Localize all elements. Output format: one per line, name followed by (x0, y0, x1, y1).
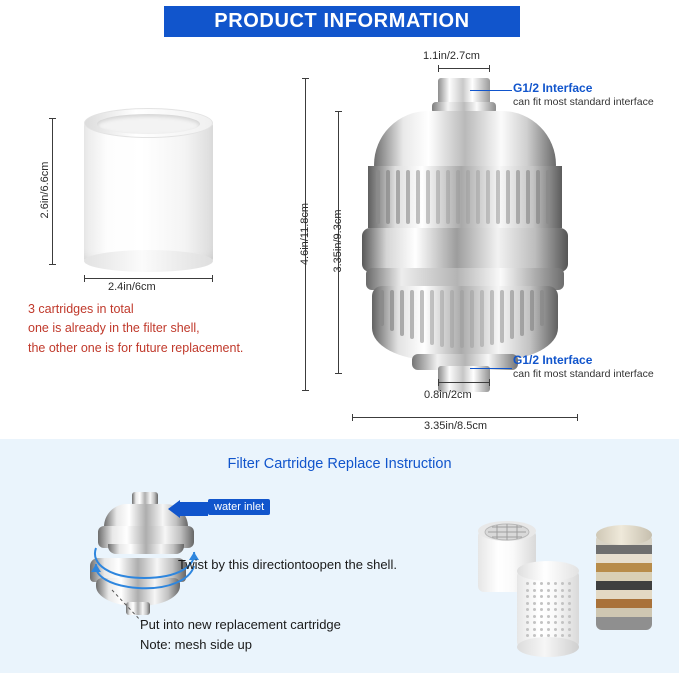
housing-flute (380, 290, 384, 326)
perforation-dot (533, 608, 536, 611)
body-width-cap-right (577, 414, 578, 421)
perforation-dot (561, 628, 564, 631)
housing-flute (446, 170, 450, 224)
housing-flute (420, 290, 424, 343)
water-inlet-label: water inlet (208, 499, 270, 515)
cartridge-bottom (84, 250, 213, 272)
bottom-interface-callout (513, 353, 654, 381)
top-callout-leader (470, 90, 512, 91)
perforation-dot (533, 582, 536, 585)
housing-flute (436, 170, 440, 224)
perforation-dot (554, 582, 557, 585)
media-layer-5 (596, 572, 652, 581)
note-line-3: the other one is for future replacement. (28, 340, 244, 355)
perforation-dot (526, 634, 529, 637)
bottom-thread-cap-right (489, 379, 490, 386)
housing-flute (476, 170, 480, 224)
top-thread-dim-label: 1.1in/2.7cm (423, 50, 480, 62)
media-layer-10 (596, 617, 652, 630)
media-layer-4 (596, 563, 652, 572)
bottom-thread-dim-label: 0.8in/2cm (424, 389, 472, 401)
perforation-dot (526, 615, 529, 618)
housing-flute (456, 170, 460, 224)
perforation-dot (526, 589, 529, 592)
note-line-2: one is already in the filter shell, (28, 321, 200, 336)
perforation-dot (533, 621, 536, 624)
housing-flute (430, 290, 434, 345)
housing-flute (546, 170, 550, 224)
perforation-dot (533, 628, 536, 631)
housing-flute (410, 290, 414, 339)
housing-flute (526, 170, 530, 224)
housing-flute (540, 290, 544, 326)
total-height-cap-top (302, 78, 309, 79)
perforation-dot (547, 634, 550, 637)
body-width-line (352, 417, 578, 418)
bottom-callout-leader (470, 368, 512, 369)
perforation-dot (561, 621, 564, 624)
body-width-label: 3.35in/8.5cm (424, 420, 487, 432)
cartridge-width-line (84, 278, 213, 279)
housing-flute (440, 290, 444, 347)
perforation-dot (568, 608, 571, 611)
perforation-dot (547, 595, 550, 598)
perforation-dot (547, 628, 550, 631)
perforation-dot (554, 628, 557, 631)
perforation-dot (547, 608, 550, 611)
insert-instruction-line-2: Note: mesh side up (140, 637, 253, 652)
perforation-dot (540, 621, 543, 624)
perforation-dot (568, 595, 571, 598)
perforation-dot (561, 595, 564, 598)
perforation-dot (533, 589, 536, 592)
cartridge-perforated-illustration (517, 570, 579, 648)
perforation-dot (561, 608, 564, 611)
cartridge-height-line (52, 118, 53, 264)
perforation-dot (547, 615, 550, 618)
perforation-dot (526, 608, 529, 611)
total-height-cap-bottom (302, 390, 309, 391)
media-layer-6 (596, 581, 652, 590)
perforation-dot (554, 595, 557, 598)
top-thread-cap-left (438, 65, 439, 72)
insert-instruction-line-1: Put into new replacement cartridge (140, 617, 341, 632)
body-width-cap-left (352, 414, 353, 421)
replace-instruction-title: Filter Cartridge Replace Instruction (227, 456, 452, 472)
perforation-dot (554, 615, 557, 618)
page-title: PRODUCT INFORMATION (214, 10, 470, 32)
perforation-dot (540, 595, 543, 598)
housing-flute (390, 290, 394, 331)
twist-instruction-text: Twist by this directiontoopen the shell. (178, 557, 397, 572)
housing-flute (376, 170, 380, 224)
note-line-1: 3 cartridges in total (28, 302, 134, 316)
perforation-dot (526, 621, 529, 624)
total-height-label: 4.6in/11.8cm (299, 202, 311, 266)
housing-flute (516, 170, 520, 224)
perforation-dot (561, 582, 564, 585)
housing-flute (530, 290, 534, 331)
body-height-cap-top (335, 111, 342, 112)
perforation-dot (568, 602, 571, 605)
top-thread-dim-line (438, 68, 490, 69)
perforation-dot (547, 582, 550, 585)
perforation-dot (568, 628, 571, 631)
perforation-dot (540, 582, 543, 585)
perforation-dot (568, 615, 571, 618)
perforation-dot (533, 595, 536, 598)
perforation-dot (561, 615, 564, 618)
housing-flute (426, 170, 430, 224)
page-title-banner (162, 4, 522, 39)
housing-flute (510, 290, 514, 339)
perforation-dot (568, 582, 571, 585)
cartridge-count-note (28, 300, 328, 358)
perforation-dot (540, 589, 543, 592)
perforation-dot (526, 595, 529, 598)
cartridge-media-layers-illustration (596, 534, 652, 630)
top-thread-cap-right (489, 65, 490, 72)
perforation-dot (561, 634, 564, 637)
perforation-dot (526, 582, 529, 585)
body-height-cap-bottom (335, 373, 342, 374)
perforation-dot (547, 589, 550, 592)
cartridge-layers-body (596, 534, 652, 630)
media-layer-8 (596, 599, 652, 608)
perforation-dot (561, 589, 564, 592)
perforation-dot (554, 608, 557, 611)
bottom-thread-cap-left (438, 379, 439, 386)
perforation-dot (561, 602, 564, 605)
housing-flute (450, 290, 454, 348)
perforation-dot (540, 615, 543, 618)
perforation-dot (554, 589, 557, 592)
perforation-dot (540, 634, 543, 637)
bottom-thread-dim-line (438, 382, 490, 383)
media-layer-3 (596, 554, 652, 563)
spare-cartridge-illustration (84, 108, 213, 264)
perforation-dot (568, 589, 571, 592)
media-layer-2 (596, 545, 652, 554)
housing-flute (386, 170, 390, 224)
housing-flute (536, 170, 540, 224)
perforation-dot (554, 621, 557, 624)
body-height-label: 3.35in/9.3cm (332, 209, 344, 273)
perforation-dot (533, 615, 536, 618)
cartridge-layers-top (596, 525, 652, 545)
mesh-screen-icon (484, 523, 530, 541)
perforation-dot (533, 634, 536, 637)
perforation-dot (526, 602, 529, 605)
cartridge-height-label: 2.6in/6.6cm (39, 161, 51, 219)
perforation-dot (568, 634, 571, 637)
housing-flute (416, 170, 420, 224)
perforation-dot (554, 602, 557, 605)
cartridge-width-cap-right (212, 275, 213, 282)
bottom-callout-title: G1/2 Interface (513, 353, 593, 367)
cartridge-height-cap-bottom (49, 264, 56, 265)
filter-housing-illustration (352, 78, 578, 398)
housing-flute (496, 170, 500, 224)
housing-flute (400, 290, 404, 336)
housing-flute (460, 290, 464, 348)
housing-flute (490, 290, 494, 345)
perforation-dot (547, 602, 550, 605)
housing-flute (500, 290, 504, 343)
cartridge-perforated-bottom (517, 637, 579, 657)
cartridge-perforated-top (517, 561, 579, 581)
housing-flute (406, 170, 410, 224)
cartridge-width-label: 2.4in/6cm (108, 281, 156, 293)
housing-flute (520, 290, 524, 336)
top-callout-title: G1/2 Interface (513, 81, 593, 95)
media-layer-9 (596, 608, 652, 617)
top-callout-subtitle: can fit most standard interface (513, 96, 654, 108)
water-inlet-arrow-icon (168, 500, 208, 518)
perforation-dot (540, 608, 543, 611)
perforation-dot (554, 634, 557, 637)
housing-flute (470, 290, 474, 348)
perforation-dot (540, 602, 543, 605)
housing-flute (480, 290, 484, 347)
housing-flutes (352, 78, 578, 398)
housing-flute (396, 170, 400, 224)
cartridge-opening (97, 114, 200, 134)
top-interface-callout (513, 81, 654, 109)
housing-flute (466, 170, 470, 224)
media-layer-7 (596, 590, 652, 599)
perforation-dot (540, 628, 543, 631)
housing-flute (486, 170, 490, 224)
housing-flute (506, 170, 510, 224)
perforation-dot (526, 628, 529, 631)
cartridge-width-cap-left (84, 275, 85, 282)
bottom-callout-subtitle: can fit most standard interface (513, 368, 654, 380)
perforation-dot (533, 602, 536, 605)
cartridge-body (84, 122, 213, 264)
cartridge-height-cap-top (49, 118, 56, 119)
perforation-dot (547, 621, 550, 624)
perforation-dot (568, 621, 571, 624)
